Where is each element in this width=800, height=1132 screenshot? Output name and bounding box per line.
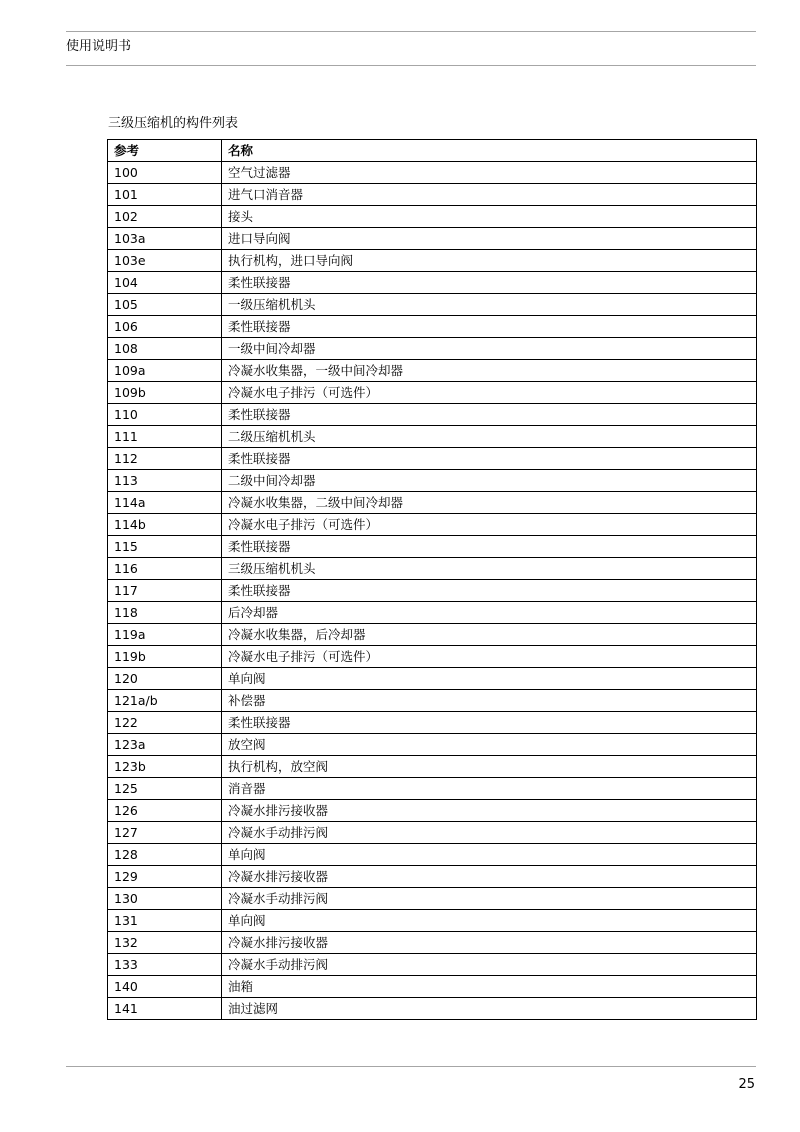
reference-cell: 123b bbox=[108, 756, 222, 778]
reference-cell: 128 bbox=[108, 844, 222, 866]
reference-cell: 105 bbox=[108, 294, 222, 316]
reference-cell: 103a bbox=[108, 228, 222, 250]
name-cell: 单向阀 bbox=[222, 910, 757, 932]
reference-cell: 140 bbox=[108, 976, 222, 998]
name-cell: 冷凝水收集器，后冷却器 bbox=[222, 624, 757, 646]
name-cell: 冷凝水排污接收器 bbox=[222, 800, 757, 822]
reference-cell: 110 bbox=[108, 404, 222, 426]
reference-cell: 123a bbox=[108, 734, 222, 756]
column-header-reference: 参考 bbox=[108, 140, 222, 162]
reference-cell: 117 bbox=[108, 580, 222, 602]
table-row bbox=[108, 448, 757, 470]
table-row bbox=[108, 998, 757, 1020]
name-cell: 柔性联接器 bbox=[222, 580, 757, 602]
reference-cell: 108 bbox=[108, 338, 222, 360]
reference-cell: 113 bbox=[108, 470, 222, 492]
table-row bbox=[108, 382, 757, 404]
name-cell: 后冷却器 bbox=[222, 602, 757, 624]
name-cell: 二级中间冷却器 bbox=[222, 470, 757, 492]
reference-cell: 119b bbox=[108, 646, 222, 668]
page-header-title: 使用说明书 bbox=[66, 39, 132, 54]
reference-cell: 129 bbox=[108, 866, 222, 888]
name-cell: 单向阀 bbox=[222, 668, 757, 690]
name-cell: 消音器 bbox=[222, 778, 757, 800]
reference-cell: 119a bbox=[108, 624, 222, 646]
reference-cell: 127 bbox=[108, 822, 222, 844]
parts-table-head bbox=[108, 140, 757, 162]
name-cell: 柔性联接器 bbox=[222, 404, 757, 426]
reference-cell: 109b bbox=[108, 382, 222, 404]
parts-table-body bbox=[108, 162, 757, 1020]
column-header-name: 名称 bbox=[222, 140, 757, 162]
name-cell: 冷凝水电子排污（可选件） bbox=[222, 382, 757, 404]
parts-table bbox=[107, 139, 757, 1020]
name-cell: 柔性联接器 bbox=[222, 712, 757, 734]
reference-cell: 112 bbox=[108, 448, 222, 470]
table-row bbox=[108, 184, 757, 206]
reference-cell: 100 bbox=[108, 162, 222, 184]
name-cell: 二级压缩机机头 bbox=[222, 426, 757, 448]
table-row bbox=[108, 250, 757, 272]
table-row bbox=[108, 822, 757, 844]
table-row bbox=[108, 756, 757, 778]
name-cell: 单向阀 bbox=[222, 844, 757, 866]
name-cell: 冷凝水手动排污阀 bbox=[222, 888, 757, 910]
table-row bbox=[108, 426, 757, 448]
table-row bbox=[108, 778, 757, 800]
name-cell: 补偿器 bbox=[222, 690, 757, 712]
table-row bbox=[108, 228, 757, 250]
table-row bbox=[108, 976, 757, 998]
reference-cell: 114b bbox=[108, 514, 222, 536]
reference-cell: 114a bbox=[108, 492, 222, 514]
table-row bbox=[108, 492, 757, 514]
name-cell: 冷凝水收集器，一级中间冷却器 bbox=[222, 360, 757, 382]
table-row bbox=[108, 910, 757, 932]
name-cell: 柔性联接器 bbox=[222, 536, 757, 558]
table-row bbox=[108, 294, 757, 316]
table-row bbox=[108, 602, 757, 624]
reference-cell: 126 bbox=[108, 800, 222, 822]
table-header-row bbox=[108, 140, 757, 162]
reference-cell: 111 bbox=[108, 426, 222, 448]
table-row bbox=[108, 866, 757, 888]
name-cell: 柔性联接器 bbox=[222, 448, 757, 470]
table-row bbox=[108, 272, 757, 294]
table-row bbox=[108, 624, 757, 646]
table-row bbox=[108, 470, 757, 492]
name-cell: 一级压缩机机头 bbox=[222, 294, 757, 316]
reference-cell: 131 bbox=[108, 910, 222, 932]
table-row bbox=[108, 558, 757, 580]
table-row bbox=[108, 690, 757, 712]
reference-cell: 133 bbox=[108, 954, 222, 976]
table-row bbox=[108, 712, 757, 734]
table-caption: 三级压缩机的构件列表 bbox=[108, 116, 239, 131]
name-cell: 进气口消音器 bbox=[222, 184, 757, 206]
reference-cell: 115 bbox=[108, 536, 222, 558]
name-cell: 柔性联接器 bbox=[222, 316, 757, 338]
table-row bbox=[108, 536, 757, 558]
table-row bbox=[108, 514, 757, 536]
name-cell: 冷凝水手动排污阀 bbox=[222, 822, 757, 844]
table-row bbox=[108, 404, 757, 426]
reference-cell: 125 bbox=[108, 778, 222, 800]
table-row bbox=[108, 932, 757, 954]
name-cell: 柔性联接器 bbox=[222, 272, 757, 294]
header-rule-bottom bbox=[66, 65, 756, 66]
reference-cell: 102 bbox=[108, 206, 222, 228]
reference-cell: 118 bbox=[108, 602, 222, 624]
table-row bbox=[108, 162, 757, 184]
reference-cell: 121a/b bbox=[108, 690, 222, 712]
name-cell: 一级中间冷却器 bbox=[222, 338, 757, 360]
reference-cell: 109a bbox=[108, 360, 222, 382]
page-number: 25 bbox=[738, 1077, 755, 1092]
name-cell: 冷凝水手动排污阀 bbox=[222, 954, 757, 976]
footer-rule bbox=[66, 1066, 756, 1067]
name-cell: 进口导向阀 bbox=[222, 228, 757, 250]
reference-cell: 116 bbox=[108, 558, 222, 580]
name-cell: 油过滤网 bbox=[222, 998, 757, 1020]
table-row bbox=[108, 954, 757, 976]
reference-cell: 122 bbox=[108, 712, 222, 734]
name-cell: 放空阀 bbox=[222, 734, 757, 756]
table-row bbox=[108, 360, 757, 382]
table-row bbox=[108, 206, 757, 228]
name-cell: 冷凝水排污接收器 bbox=[222, 866, 757, 888]
name-cell: 油箱 bbox=[222, 976, 757, 998]
name-cell: 冷凝水排污接收器 bbox=[222, 932, 757, 954]
name-cell: 冷凝水电子排污（可选件） bbox=[222, 514, 757, 536]
table-row bbox=[108, 646, 757, 668]
name-cell: 执行机构，放空阀 bbox=[222, 756, 757, 778]
reference-cell: 103e bbox=[108, 250, 222, 272]
table-row bbox=[108, 734, 757, 756]
name-cell: 接头 bbox=[222, 206, 757, 228]
table-row bbox=[108, 668, 757, 690]
reference-cell: 120 bbox=[108, 668, 222, 690]
name-cell: 冷凝水收集器，二级中间冷却器 bbox=[222, 492, 757, 514]
table-row bbox=[108, 338, 757, 360]
table-row bbox=[108, 844, 757, 866]
reference-cell: 104 bbox=[108, 272, 222, 294]
table-row bbox=[108, 800, 757, 822]
name-cell: 三级压缩机机头 bbox=[222, 558, 757, 580]
name-cell: 执行机构，进口导向阀 bbox=[222, 250, 757, 272]
header-rule-top bbox=[66, 31, 756, 32]
reference-cell: 101 bbox=[108, 184, 222, 206]
table-row bbox=[108, 580, 757, 602]
reference-cell: 132 bbox=[108, 932, 222, 954]
name-cell: 冷凝水电子排污（可选件） bbox=[222, 646, 757, 668]
table-row bbox=[108, 316, 757, 338]
reference-cell: 130 bbox=[108, 888, 222, 910]
reference-cell: 106 bbox=[108, 316, 222, 338]
name-cell: 空气过滤器 bbox=[222, 162, 757, 184]
table-row bbox=[108, 888, 757, 910]
reference-cell: 141 bbox=[108, 998, 222, 1020]
